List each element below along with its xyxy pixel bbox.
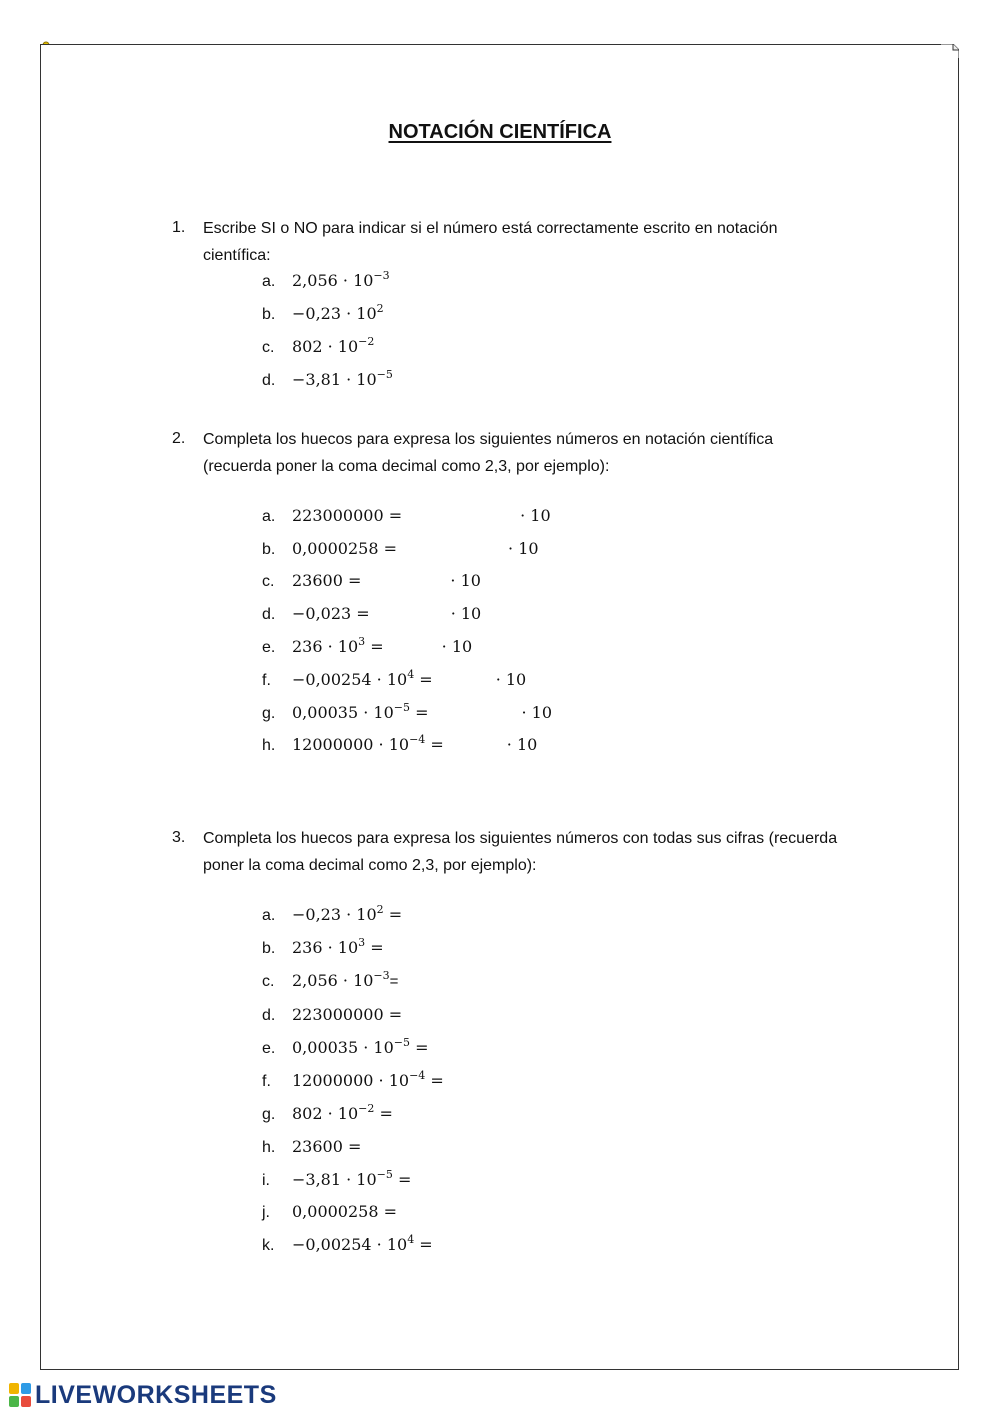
item-expression: −0,23 · 10 [292, 905, 377, 924]
item-equals: = [414, 1235, 433, 1254]
liveworksheets-logo[interactable] [9, 1380, 277, 1410]
item-expression: 12000000 · 10 [292, 735, 410, 754]
item-exponent: −5 [393, 1036, 410, 1049]
list-item [262, 1202, 397, 1222]
list-item [262, 703, 552, 723]
question-number: 2. [172, 430, 186, 447]
item-letter: g. [262, 1106, 276, 1123]
page-fold-icon [941, 44, 959, 58]
item-equals: = [410, 1038, 429, 1057]
item-expression: 223000000 = [292, 506, 403, 525]
item-expression: 802 · 10 [292, 1104, 359, 1123]
list-item [262, 304, 384, 324]
item-letter: c. [262, 973, 275, 990]
item-exponent: −5 [376, 368, 393, 381]
item-exponent: −4 [409, 1069, 426, 1082]
item-exponent: 3 [358, 936, 366, 949]
item-letter: a. [262, 273, 276, 290]
item-letter: d. [262, 1007, 276, 1024]
logo-text: LIVEWORKSHEETS [35, 1380, 277, 1409]
list-item [262, 1071, 444, 1091]
item-tail: · 10 [495, 670, 527, 689]
item-expression: 2,056 · 10 [292, 971, 374, 990]
list-item [262, 735, 537, 755]
question-text: Completa los huecos para expresa los siguientes números en notación científica (recuerda poner la coma decimal como 2,3, por ejemplo): [203, 431, 774, 475]
item-letter: i. [262, 1172, 270, 1189]
item-tail: · 10 [506, 735, 538, 754]
item-exponent: −2 [358, 1102, 375, 1115]
question-number: 1. [172, 219, 186, 236]
item-exponent: −5 [393, 701, 410, 714]
item-expression: 236 · 10 [292, 938, 359, 957]
item-letter: h. [262, 1139, 276, 1156]
item-letter: e. [262, 1040, 276, 1057]
item-expression: −0,00254 · 10 [292, 1235, 408, 1254]
list-item [262, 905, 402, 925]
item-letter: g. [262, 705, 276, 722]
item-equals: = [365, 938, 384, 957]
item-equals: = [410, 703, 429, 722]
item-letter: b. [262, 306, 276, 323]
item-expression: −3,81 · 10 [292, 370, 377, 389]
item-letter: b. [262, 541, 276, 558]
item-exponent: 3 [358, 635, 366, 648]
item-tail: · 10 [450, 604, 482, 623]
item-equals: = [425, 735, 444, 754]
list-item [262, 1235, 433, 1255]
item-expression: 12000000 · 10 [292, 1071, 410, 1090]
question-text: Completa los huecos para expresa los siguientes números con todas sus cifras (recuerda poner la coma decimal como 2,3, por ejemplo): [203, 830, 838, 874]
item-equals: = [365, 637, 384, 656]
list-item [262, 670, 526, 690]
item-expression: 802 · 10 [292, 337, 359, 356]
item-equals: = [389, 973, 399, 990]
item-exponent: 2 [376, 302, 384, 315]
item-expression: 223000000 = [292, 1005, 403, 1024]
item-exponent: 2 [376, 903, 384, 916]
list-item [262, 1038, 429, 1058]
item-expression: 0,00035 · 10 [292, 703, 394, 722]
list-item [262, 1137, 361, 1157]
item-expression: 23600 = [292, 1137, 362, 1156]
item-equals: = [392, 1170, 412, 1189]
page-title: NOTACIÓN CIENTÍFICA [388, 121, 612, 143]
item-expression: 236 · 10 [292, 637, 359, 656]
item-letter: j. [262, 1204, 270, 1221]
item-letter: c. [262, 339, 275, 356]
list-item [262, 938, 384, 958]
item-expression: 23600 = [292, 571, 362, 590]
item-letter: f. [262, 672, 271, 689]
question-text: Escribe SI o NO para indicar si el número está correctamente escrito en notación científica: [203, 220, 778, 264]
item-equals: = [425, 1071, 444, 1090]
list-item [262, 506, 551, 526]
item-tail: · 10 [450, 571, 481, 590]
list-item [262, 1170, 411, 1190]
item-expression: −0,23 · 10 [292, 304, 377, 323]
item-tail: · 10 [441, 637, 473, 656]
item-tail: · 10 [520, 506, 551, 525]
item-exponent: 4 [407, 668, 415, 681]
item-exponent: −3 [373, 969, 390, 982]
item-letter: a. [262, 508, 276, 525]
list-item [262, 539, 539, 559]
list-item [262, 571, 481, 591]
item-expression: −3,81 · 10 [292, 1170, 377, 1189]
item-letter: h. [262, 737, 276, 754]
list-item [262, 1104, 393, 1124]
item-letter: k. [262, 1237, 275, 1254]
item-exponent: −2 [358, 335, 375, 348]
item-letter: d. [262, 372, 276, 389]
item-expression: 0,0000258 = [292, 539, 398, 558]
item-letter: e. [262, 639, 276, 656]
list-item [262, 337, 374, 357]
item-letter: a. [262, 907, 276, 924]
list-item [262, 1005, 402, 1025]
item-exponent: 4 [407, 1233, 415, 1246]
item-expression: −0,00254 · 10 [292, 670, 408, 689]
item-expression: 0,0000258 = [292, 1202, 398, 1221]
item-letter: c. [262, 573, 275, 590]
item-expression: 2,056 · 10 [292, 271, 374, 290]
list-item [262, 971, 398, 991]
item-letter: b. [262, 940, 276, 957]
list-item [262, 271, 390, 291]
item-tail: · 10 [508, 539, 539, 558]
item-letter: d. [262, 606, 276, 623]
item-exponent: −4 [409, 733, 426, 746]
logo-blocks-icon [9, 1383, 31, 1407]
item-equals: = [383, 905, 403, 924]
item-exponent: −5 [376, 1168, 393, 1181]
item-tail: · 10 [521, 703, 553, 722]
item-equals: = [374, 1104, 393, 1123]
question-number: 3. [172, 829, 186, 846]
item-letter: f. [262, 1073, 271, 1090]
item-exponent: −3 [373, 269, 390, 282]
item-equals: = [414, 670, 433, 689]
item-expression: 0,00035 · 10 [292, 1038, 394, 1057]
list-item [262, 637, 472, 657]
list-item [262, 604, 481, 624]
list-item [262, 370, 393, 390]
item-expression: −0,023 = [292, 604, 370, 623]
